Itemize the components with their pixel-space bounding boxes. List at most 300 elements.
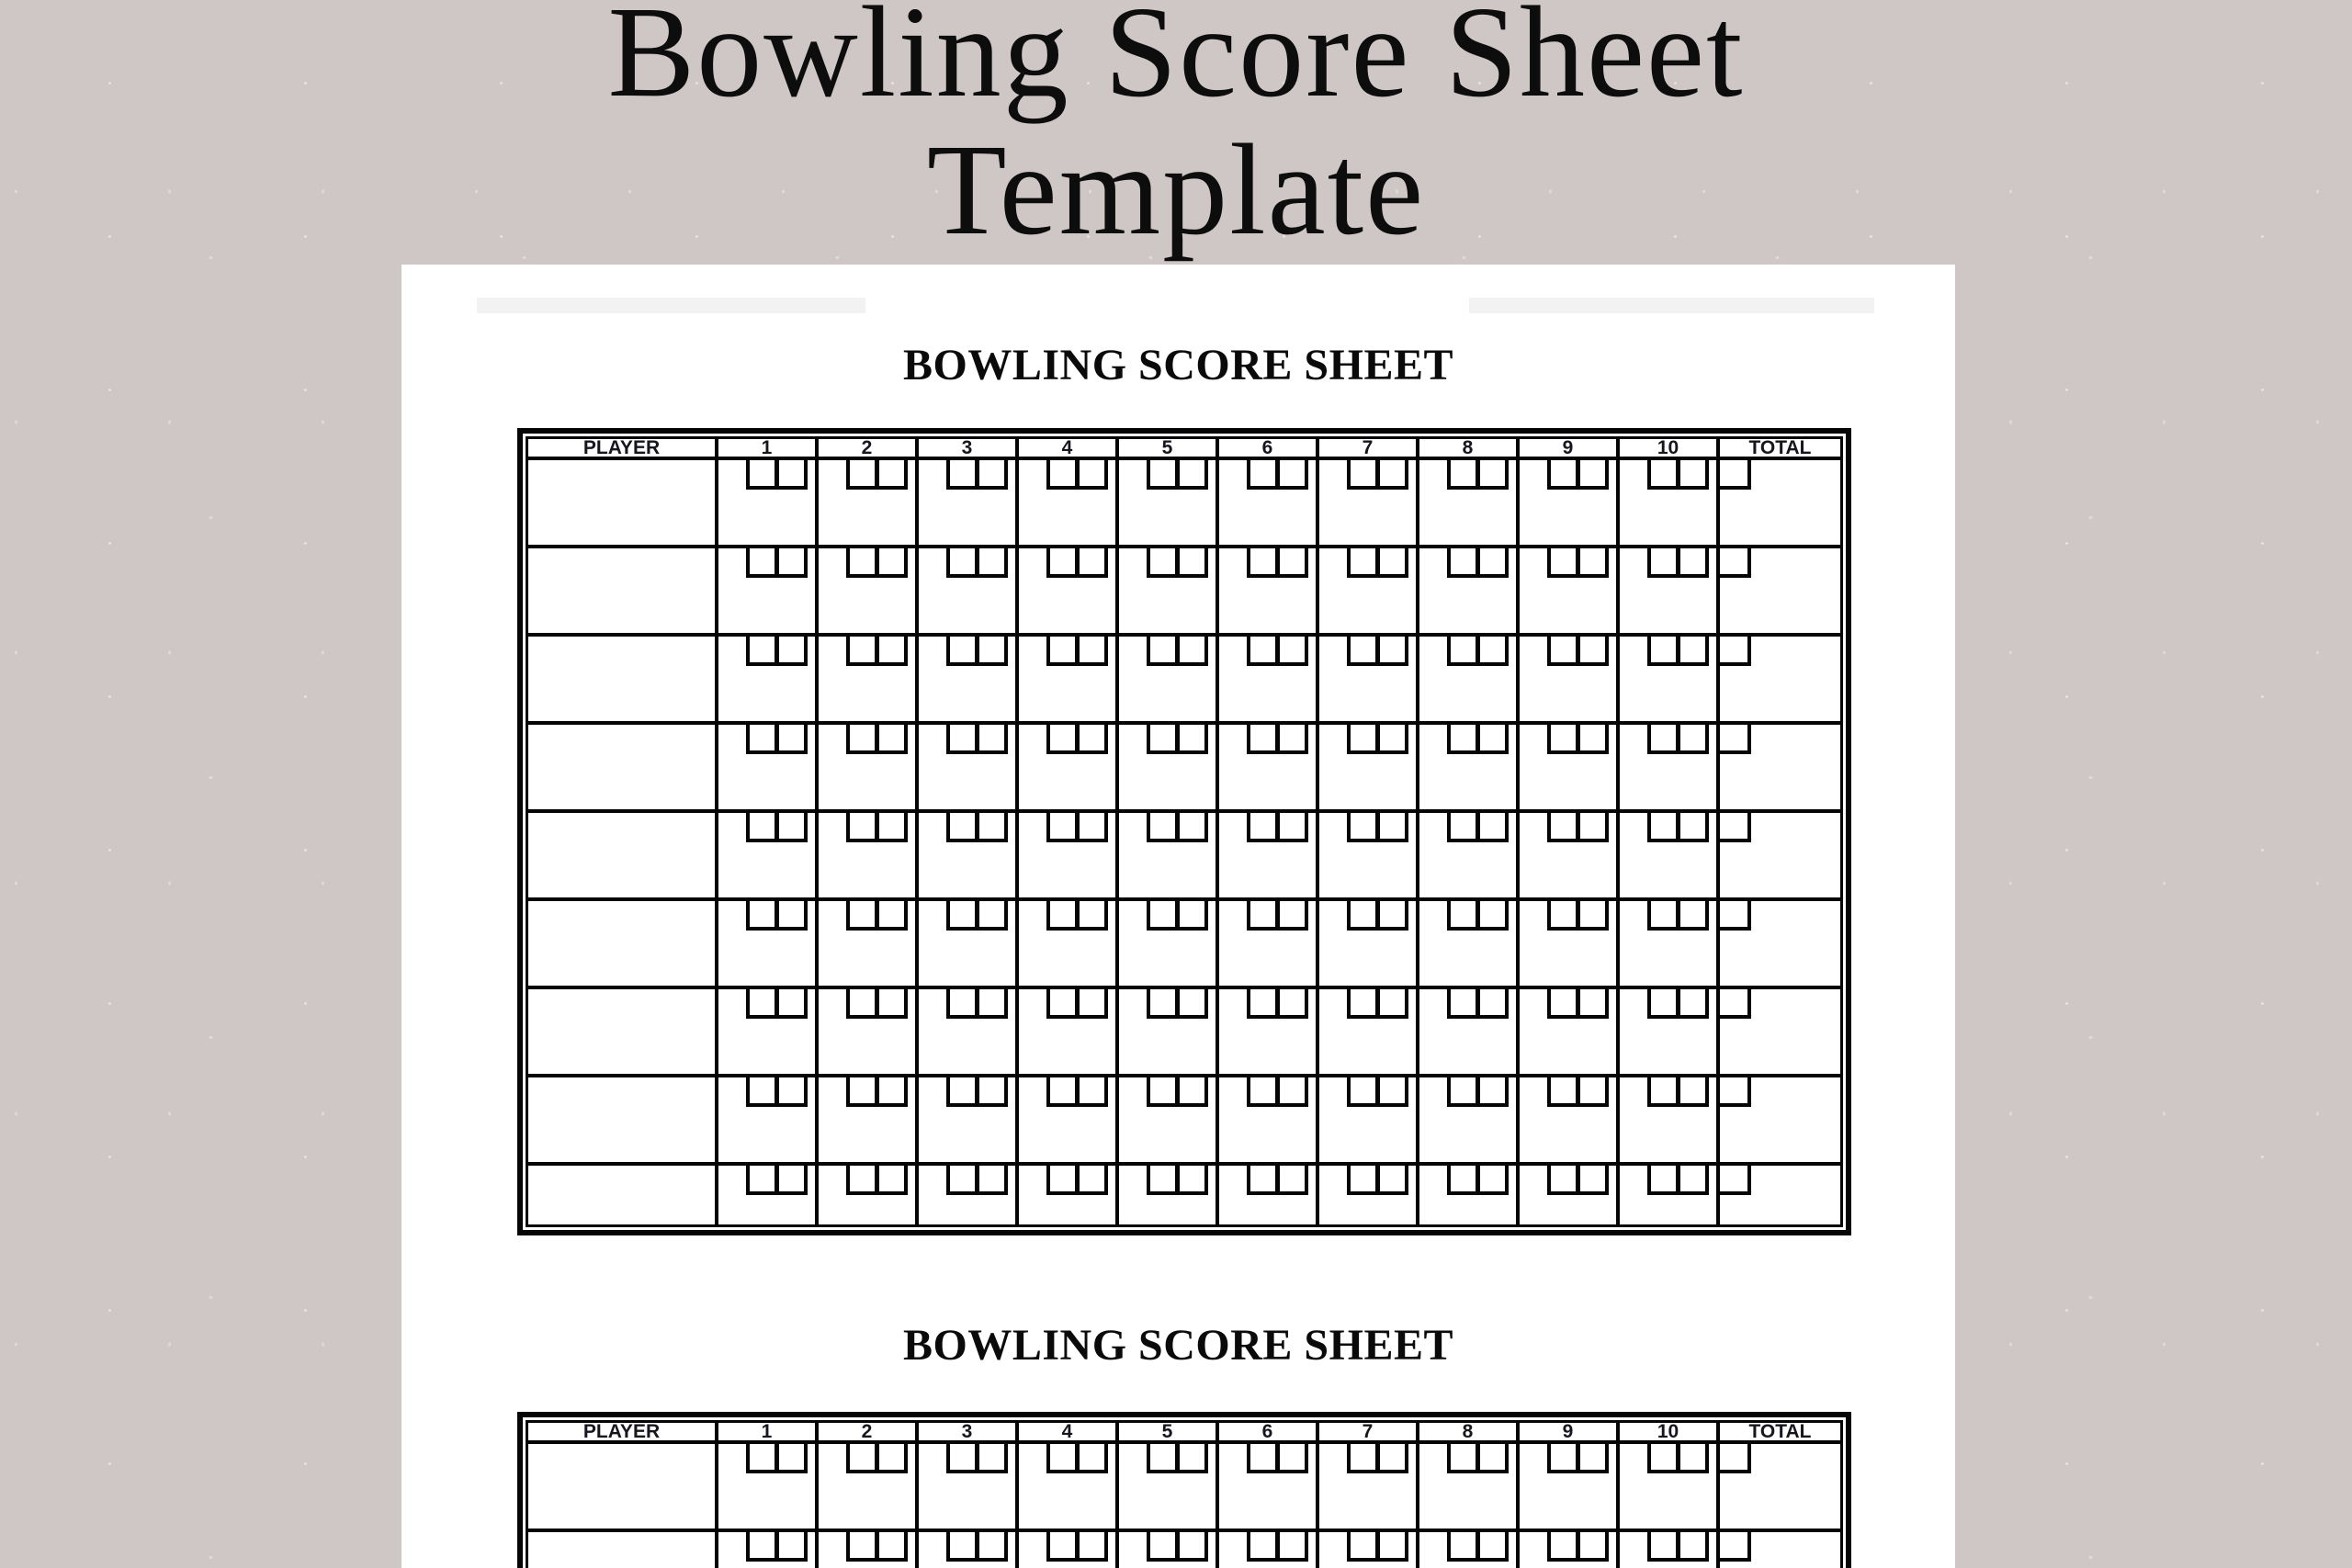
frame-cell [819,725,919,809]
frame-cell [919,989,1019,1074]
ball-score-boxes [746,989,808,1019]
ball-1-box [1347,548,1380,578]
total-score-box [1720,1444,1751,1473]
frame-cell [819,989,919,1074]
column-header-9: 9 [1520,439,1620,457]
ball-2-box [979,1166,1008,1195]
ball-score-boxes [1547,813,1609,842]
ball-1-box [1447,460,1480,490]
ball-score-boxes [1647,1166,1709,1195]
ball-2-box [1380,1444,1408,1473]
frame-cell [1019,813,1119,897]
total-cell [1720,460,1840,545]
ball-score-boxes [846,813,908,842]
frame-cell [819,1444,919,1529]
ball-1-box [1247,1077,1280,1107]
frame-cell [718,1532,819,1568]
ball-1-box [746,637,779,666]
ball-2-box [779,1444,808,1473]
ball-2-box [1380,989,1408,1019]
ball-1-box [1147,1532,1180,1562]
ball-score-boxes [1046,1532,1108,1562]
ball-2-box [779,901,808,931]
ball-2-box [879,1166,908,1195]
frame-cell [1419,548,1520,633]
ball-2-box [1580,813,1609,842]
frame-cell [1520,901,1620,986]
frame-cell [1419,989,1520,1074]
ball-score-boxes [846,1077,908,1107]
ball-score-boxes [1547,725,1609,754]
ball-2-box [979,989,1008,1019]
frame-cell [1219,989,1319,1074]
ball-1-box [1547,460,1580,490]
page-artifact-strip-left [477,298,865,313]
ball-1-box [1447,548,1480,578]
ball-score-boxes [1447,989,1509,1019]
ball-score-boxes [1347,1166,1408,1195]
ball-score-boxes [1347,1077,1408,1107]
ball-score-boxes [1347,460,1408,490]
ball-1-box [1547,1077,1580,1107]
ball-score-boxes [1147,1444,1208,1473]
ball-2-box [879,460,908,490]
ball-2-box [1180,1166,1208,1195]
ball-1-box [1046,725,1080,754]
ball-1-box [946,725,979,754]
column-header-7: 7 [1319,1423,1419,1440]
ball-2-box [1480,1444,1509,1473]
frame-cell [1219,460,1319,545]
ball-1-box [1247,1444,1280,1473]
ball-score-boxes [1547,1166,1609,1195]
frame-cell [718,989,819,1074]
page-artifact-strip-right [1469,298,1874,313]
total-cell [1720,548,1840,633]
ball-2-box [879,989,908,1019]
ball-score-boxes [946,637,1008,666]
ball-1-box [846,725,879,754]
ball-score-boxes [1247,989,1308,1019]
frame-cell [819,813,919,897]
frame-cell [1019,460,1119,545]
ball-2-box [979,901,1008,931]
ball-2-box [1180,813,1208,842]
ball-score-boxes [946,1077,1008,1107]
frame-cell [1119,1077,1219,1162]
ball-1-box [946,1532,979,1562]
ball-2-box [1380,1077,1408,1107]
ball-1-box [1647,725,1680,754]
ball-2-box [1180,637,1208,666]
ball-score-boxes [1046,813,1108,842]
column-header-3: 3 [919,1423,1019,1440]
ball-score-boxes [1347,1532,1408,1562]
ball-score-boxes [746,725,808,754]
ball-1-box [1547,989,1580,1019]
frame-cell [1119,637,1219,721]
ball-score-boxes [1046,901,1108,931]
ball-2-box [1080,725,1108,754]
ball-1-box [1147,813,1180,842]
ball-score-boxes [1247,1077,1308,1107]
frame-cell [819,548,919,633]
frame-cell [1419,1444,1520,1529]
ball-score-boxes [846,725,908,754]
ball-score-boxes [1046,548,1108,578]
ball-1-box [746,901,779,931]
ball-2-box [1380,1532,1408,1562]
frame-cell [1620,901,1720,986]
ball-1-box [1547,637,1580,666]
frame-cell [1019,637,1119,721]
frame-cell [1319,1532,1419,1568]
ball-score-boxes [1447,460,1509,490]
ball-2-box [879,901,908,931]
ball-2-box [1680,548,1709,578]
ball-score-boxes [1147,989,1208,1019]
ball-1-box [846,901,879,931]
ball-2-box [1380,1166,1408,1195]
score-grid [526,436,1843,1227]
ball-2-box [1380,548,1408,578]
ball-1-box [1447,989,1480,1019]
ball-1-box [1647,813,1680,842]
player-name-cell [528,1077,718,1162]
ball-2-box [1280,1166,1308,1195]
frame-cell [1119,1532,1219,1568]
ball-1-box [846,637,879,666]
ball-2-box [979,1077,1008,1107]
ball-2-box [1080,1532,1108,1562]
ball-1-box [1147,460,1180,490]
ball-score-boxes [1447,813,1509,842]
ball-score-boxes [1247,813,1308,842]
ball-score-boxes [1247,1444,1308,1473]
player-row [528,1077,1840,1166]
ball-score-boxes [1247,1532,1308,1562]
ball-score-boxes [846,460,908,490]
player-name-cell [528,1532,718,1568]
ball-2-box [1680,637,1709,666]
sheet-2-score-table [517,1412,1851,1568]
frame-cell [919,548,1019,633]
ball-score-boxes [1647,1532,1709,1562]
frame-cell [1019,725,1119,809]
ball-score-boxes [1247,901,1308,931]
frame-cell [1019,901,1119,986]
ball-2-box [1680,725,1709,754]
ball-2-box [1180,1077,1208,1107]
ball-2-box [1680,1077,1709,1107]
ball-score-boxes [1647,725,1709,754]
ball-2-box [1480,813,1509,842]
frame-cell [1019,1077,1119,1162]
ball-2-box [1180,460,1208,490]
frame-cell [1219,1532,1319,1568]
ball-2-box [979,1444,1008,1473]
frame-cell [919,637,1019,721]
ball-1-box [946,901,979,931]
ball-2-box [1680,989,1709,1019]
frame-cell [919,725,1019,809]
ball-1-box [746,548,779,578]
ball-1-box [1046,548,1080,578]
ball-2-box [1480,901,1509,931]
ball-1-box [1547,548,1580,578]
frame-cell [819,901,919,986]
total-score-box [1720,989,1751,1019]
ball-1-box [1347,1532,1380,1562]
ball-2-box [1180,725,1208,754]
frame-cell [819,1166,919,1224]
ball-2-box [1180,1444,1208,1473]
ball-1-box [1447,725,1480,754]
ball-2-box [1280,460,1308,490]
frame-cell [1419,725,1520,809]
total-cell [1720,1532,1840,1568]
ball-score-boxes [1147,1532,1208,1562]
header-row [528,439,1840,460]
ball-score-boxes [1247,548,1308,578]
ball-2-box [1180,901,1208,931]
frame-cell [1419,813,1520,897]
column-header-3: 3 [919,439,1019,457]
total-cell [1720,1077,1840,1162]
ball-score-boxes [1347,548,1408,578]
ball-score-boxes [846,1532,908,1562]
column-header-8: 8 [1419,1423,1520,1440]
ball-1-box [1547,1166,1580,1195]
ball-1-box [746,813,779,842]
ball-1-box [1647,1077,1680,1107]
frame-cell [1520,460,1620,545]
player-name-cell [528,901,718,986]
ball-2-box [1080,989,1108,1019]
ball-2-box [1580,1444,1609,1473]
player-name-cell [528,460,718,545]
ball-score-boxes [1647,989,1709,1019]
column-header-total: TOTAL [1748,437,1812,458]
ball-score-boxes [1547,1532,1609,1562]
frame-cell [1319,1444,1419,1529]
column-header-9: 9 [1520,1423,1620,1440]
frame-cell [1119,460,1219,545]
ball-2-box [979,813,1008,842]
ball-1-box [1347,1444,1380,1473]
frame-cell [1319,460,1419,545]
ball-2-box [1580,460,1609,490]
frame-cell [1319,813,1419,897]
ball-score-boxes [1046,989,1108,1019]
ball-2-box [879,548,908,578]
frame-cell [718,901,819,986]
ball-1-box [746,1532,779,1562]
ball-2-box [779,460,808,490]
ball-1-box [746,725,779,754]
ball-2-box [1180,1532,1208,1562]
ball-1-box [1247,637,1280,666]
ball-score-boxes [746,1166,808,1195]
ball-1-box [1046,1444,1080,1473]
frame-cell [1620,1077,1720,1162]
title-line-2: Template [926,116,1426,262]
ball-1-box [946,813,979,842]
total-score-box [1720,548,1751,578]
ball-2-box [1280,813,1308,842]
frame-cell [919,901,1019,986]
ball-1-box [1147,725,1180,754]
ball-1-box [746,989,779,1019]
ball-2-box [1080,1444,1108,1473]
frame-cell [1520,1077,1620,1162]
column-header-4: 4 [1019,1423,1119,1440]
ball-score-boxes [846,1444,908,1473]
ball-2-box [1480,989,1509,1019]
ball-1-box [1347,813,1380,842]
frame-cell [1019,989,1119,1074]
player-row [528,725,1840,813]
player-row [528,1166,1840,1224]
ball-1-box [1547,1532,1580,1562]
total-score-box [1720,1077,1751,1107]
ball-score-boxes [1647,813,1709,842]
ball-1-box [1247,901,1280,931]
ball-1-box [1347,989,1380,1019]
ball-2-box [1580,1532,1609,1562]
column-header-total: TOTAL [1748,1421,1812,1442]
frame-cell [1620,813,1720,897]
ball-1-box [1247,813,1280,842]
ball-2-box [1480,1166,1509,1195]
ball-2-box [1080,548,1108,578]
frame-cell [1319,989,1419,1074]
ball-2-box [779,1077,808,1107]
frame-cell [1219,1444,1319,1529]
ball-score-boxes [746,548,808,578]
frame-cell [1620,637,1720,721]
frame-cell [1019,1444,1119,1529]
ball-score-boxes [1447,637,1509,666]
ball-score-boxes [1547,1444,1609,1473]
frame-cell [919,1444,1019,1529]
ball-2-box [1580,637,1609,666]
ball-2-box [1180,989,1208,1019]
ball-score-boxes [1147,1077,1208,1107]
ball-score-boxes [846,637,908,666]
ball-1-box [746,1166,779,1195]
player-row [528,1444,1840,1532]
ball-score-boxes [1347,989,1408,1019]
ball-2-box [779,1532,808,1562]
ball-score-boxes [1447,1077,1509,1107]
ball-2-box [879,637,908,666]
ball-score-boxes [1247,725,1308,754]
ball-1-box [1347,1166,1380,1195]
column-header-2: 2 [819,1423,919,1440]
ball-2-box [879,813,908,842]
ball-2-box [1680,901,1709,931]
ball-2-box [1280,637,1308,666]
ball-score-boxes [1046,1444,1108,1473]
total-cell [1720,1444,1840,1529]
ball-score-boxes [1147,1166,1208,1195]
frame-cell [1219,901,1319,986]
ball-score-boxes [946,1444,1008,1473]
ball-score-boxes [1347,813,1408,842]
frame-cell [1119,725,1219,809]
ball-score-boxes [946,901,1008,931]
frame-cell [718,1444,819,1529]
player-row [528,548,1840,637]
player-row [528,989,1840,1077]
ball-1-box [1647,1444,1680,1473]
ball-score-boxes [1547,637,1609,666]
sheet-1-score-table [517,428,1851,1235]
ball-1-box [1046,1532,1080,1562]
ball-2-box [1280,725,1308,754]
player-name-cell [528,548,718,633]
frame-cell [1019,1532,1119,1568]
ball-2-box [1280,901,1308,931]
column-header-player: PLAYER [528,1423,718,1440]
frame-cell [718,1077,819,1162]
frame-cell [1319,1077,1419,1162]
ball-2-box [1380,725,1408,754]
frame-cell [1119,901,1219,986]
frame-cell [819,1532,919,1568]
player-name-cell [528,637,718,721]
frame-cell [718,460,819,545]
ball-1-box [1046,637,1080,666]
ball-2-box [1680,813,1709,842]
ball-1-box [846,548,879,578]
ball-score-boxes [1447,901,1509,931]
ball-1-box [1647,1166,1680,1195]
frame-cell [1520,1532,1620,1568]
ball-1-box [846,813,879,842]
ball-1-box [1046,901,1080,931]
frame-cell [1520,548,1620,633]
ball-score-boxes [1147,725,1208,754]
ball-2-box [779,1166,808,1195]
ball-2-box [1280,1532,1308,1562]
ball-score-boxes [1547,460,1609,490]
frame-cell [1219,725,1319,809]
ball-score-boxes [746,1077,808,1107]
column-header-5: 5 [1119,439,1219,457]
total-cell [1720,725,1840,809]
ball-1-box [846,989,879,1019]
ball-1-box [1347,1077,1380,1107]
ball-score-boxes [846,901,908,931]
frame-cell [1119,1166,1219,1224]
ball-score-boxes [1647,1077,1709,1107]
ball-1-box [1347,637,1380,666]
ball-1-box [1447,637,1480,666]
ball-1-box [1046,1077,1080,1107]
ball-score-boxes [1547,989,1609,1019]
ball-2-box [1280,989,1308,1019]
frame-cell [819,460,919,545]
ball-score-boxes [1147,548,1208,578]
title-line-1: Bowling Score Sheet [607,0,1745,124]
ball-score-boxes [1647,637,1709,666]
ball-2-box [779,813,808,842]
ball-2-box [1480,637,1509,666]
ball-2-box [1180,548,1208,578]
frame-cell [1419,460,1520,545]
